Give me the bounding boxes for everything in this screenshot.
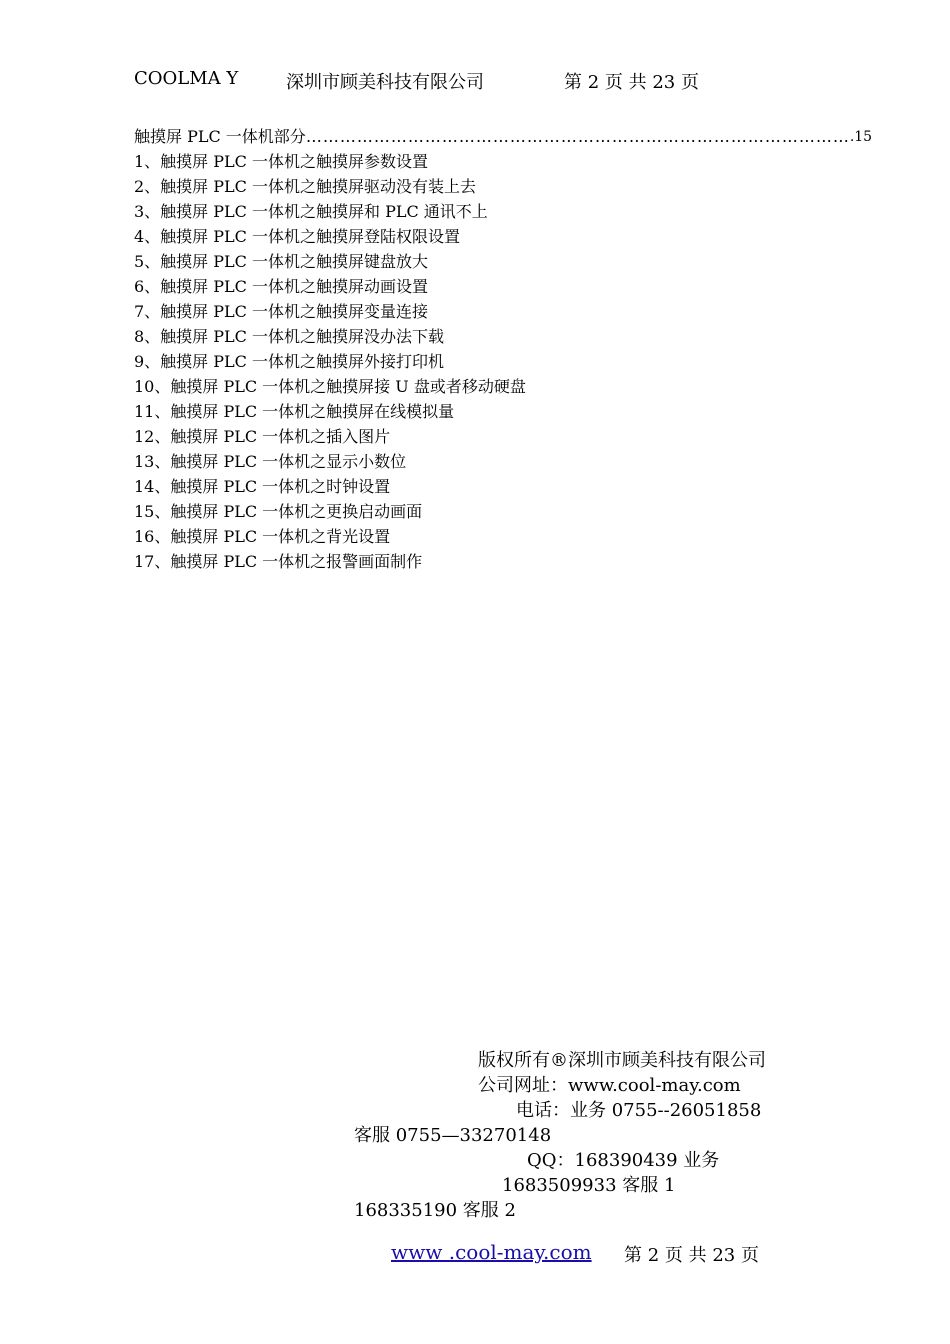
toc-item[interactable]: 14、触摸屏 PLC 一体机之时钟设置 [134, 477, 391, 496]
footer-service-phone: 客服 0755—33270148 [354, 1125, 552, 1146]
toc-item[interactable]: 12、触摸屏 PLC 一体机之插入图片 [134, 427, 391, 446]
toc-item[interactable]: 17、触摸屏 PLC 一体机之报警画面制作 [134, 552, 423, 571]
table-of-contents [134, 126, 873, 576]
footer-qq: QQ：168390439 业务 [527, 1150, 720, 1171]
toc-item[interactable]: 9、触摸屏 PLC 一体机之触摸屏外接打印机 [134, 352, 444, 371]
toc-item[interactable]: 11、触摸屏 PLC 一体机之触摸屏在线模拟量 [134, 402, 455, 421]
footer-copyright: 版权所有®深圳市顾美科技有限公司 [478, 1050, 766, 1071]
toc-item[interactable]: 13、触摸屏 PLC 一体机之显示小数位 [134, 452, 407, 471]
toc-item[interactable]: 3、触摸屏 PLC 一体机之触摸屏和 PLC 通讯不上 [134, 202, 488, 221]
toc-item[interactable]: 5、触摸屏 PLC 一体机之触摸屏键盘放大 [134, 252, 428, 271]
footer-qq-service1: 1683509933 客服 1 [502, 1175, 676, 1196]
toc-list [134, 151, 764, 576]
footer-website: 公司网址：www.cool-may.com [478, 1075, 741, 1096]
toc-item[interactable]: 10、触摸屏 PLC 一体机之触摸屏接 U 盘或者移动硬盘 [134, 377, 526, 396]
toc-section-heading[interactable] [134, 126, 873, 148]
toc-item[interactable]: 2、触摸屏 PLC 一体机之触摸屏驱动没有装上去 [134, 177, 476, 196]
toc-page-number: .15 [849, 129, 873, 145]
toc-item[interactable]: 15、触摸屏 PLC 一体机之更换启动画面 [134, 502, 423, 521]
toc-item[interactable]: 6、触摸屏 PLC 一体机之触摸屏动画设置 [134, 277, 428, 296]
toc-item[interactable]: 4、触摸屏 PLC 一体机之触摸屏登陆权限设置 [134, 227, 460, 246]
footer-page-number: 第 2 页 共 23 页 [624, 1245, 759, 1266]
toc-item[interactable]: 8、触摸屏 PLC 一体机之触摸屏没办法下载 [134, 327, 444, 346]
footer-website-link[interactable]: www .cool-may.com [391, 1240, 592, 1264]
header-company: 深圳市顾美科技有限公司 [286, 72, 484, 93]
toc-item[interactable]: 7、触摸屏 PLC 一体机之触摸屏变量连接 [134, 302, 428, 321]
header-brand: COOLMA Y [134, 68, 239, 89]
footer-phone: 电话：业务 0755--26051858 [516, 1100, 762, 1121]
toc-leader-dots: …………………………………………………………………………………… [305, 127, 850, 146]
toc-item[interactable]: 1、触摸屏 PLC 一体机之触摸屏参数设置 [134, 152, 428, 171]
footer-qq-service2: 168335190 客服 2 [354, 1200, 516, 1221]
header-page-number: 第 2 页 共 23 页 [564, 72, 699, 93]
toc-section-title: 触摸屏 PLC 一体机部分 [134, 127, 306, 146]
toc-item[interactable]: 16、触摸屏 PLC 一体机之背光设置 [134, 527, 391, 546]
